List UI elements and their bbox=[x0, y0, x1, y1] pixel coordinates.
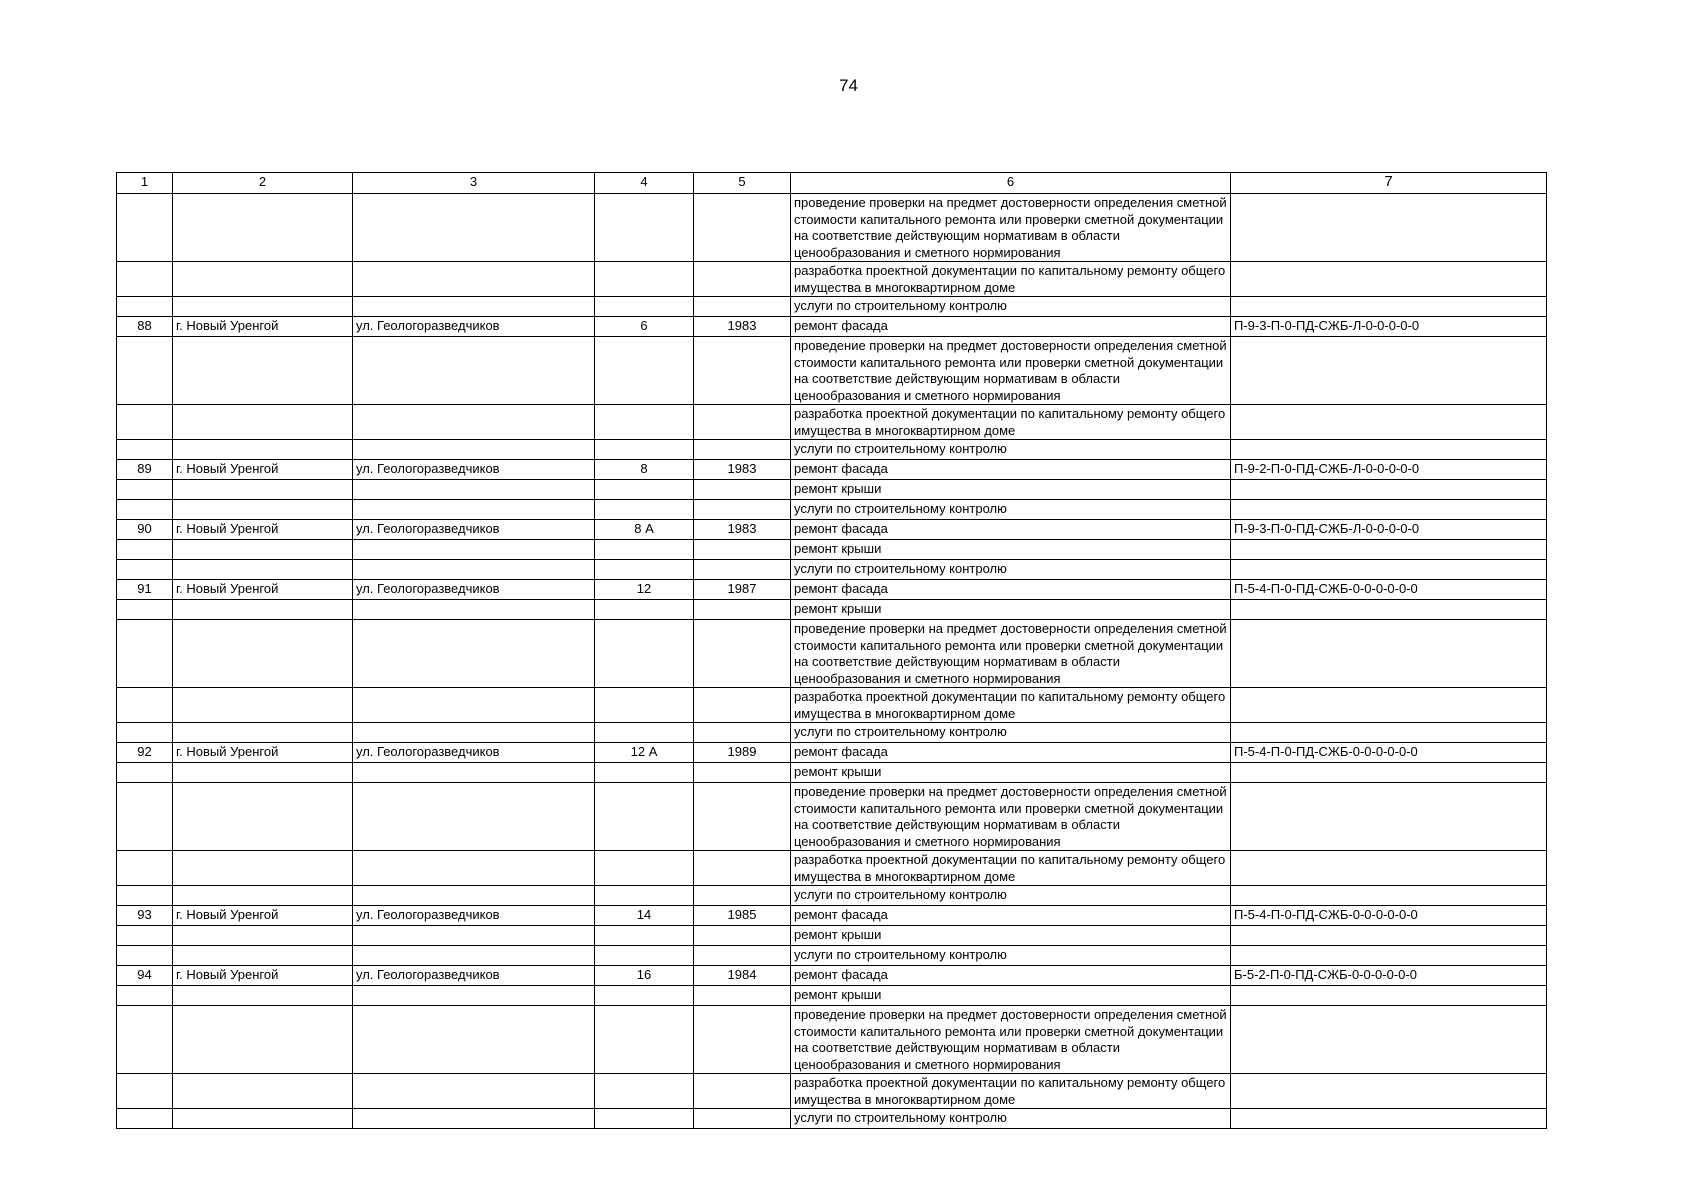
city-cell: г. Новый Уренгой bbox=[173, 460, 353, 480]
house-number-cell bbox=[595, 262, 694, 297]
work-type-cell: услуги по строительному контролю bbox=[791, 440, 1231, 460]
table-row bbox=[117, 500, 1547, 520]
street-cell bbox=[353, 480, 595, 500]
work-type-cell: услуги по строительному контролю bbox=[791, 723, 1231, 743]
capital-repair-table bbox=[116, 172, 1547, 1129]
house-number-cell: 8 bbox=[595, 460, 694, 480]
city-cell bbox=[173, 926, 353, 946]
street-cell: ул. Геологоразведчиков bbox=[353, 460, 595, 480]
code-cell bbox=[1231, 688, 1547, 723]
city-cell: г. Новый Уренгой bbox=[173, 906, 353, 926]
code-cell bbox=[1231, 405, 1547, 440]
work-type-cell: ремонт фасада bbox=[791, 906, 1231, 926]
column-header-5: 5 bbox=[694, 173, 791, 194]
city-cell bbox=[173, 480, 353, 500]
city-cell: г. Новый Уренгой bbox=[173, 966, 353, 986]
table-row bbox=[117, 1074, 1547, 1109]
code-cell bbox=[1231, 946, 1547, 966]
work-type-cell: услуги по строительному контролю bbox=[791, 946, 1231, 966]
year-cell: 1983 bbox=[694, 460, 791, 480]
code-cell: П-9-2-П-0-ПД-СЖБ-Л-0-0-0-0-0 bbox=[1231, 460, 1547, 480]
street-cell: ул. Геологоразведчиков bbox=[353, 743, 595, 763]
row-number-cell bbox=[117, 1006, 173, 1074]
row-number-cell bbox=[117, 1074, 173, 1109]
table-row bbox=[117, 317, 1547, 337]
city-cell bbox=[173, 194, 353, 262]
year-cell bbox=[694, 480, 791, 500]
city-cell bbox=[173, 560, 353, 580]
city-cell bbox=[173, 723, 353, 743]
street-cell bbox=[353, 194, 595, 262]
city-cell bbox=[173, 946, 353, 966]
row-number-cell bbox=[117, 540, 173, 560]
city-cell bbox=[173, 1006, 353, 1074]
house-number-cell bbox=[595, 480, 694, 500]
year-cell bbox=[694, 620, 791, 688]
work-type-cell: ремонт крыши bbox=[791, 600, 1231, 620]
code-cell bbox=[1231, 540, 1547, 560]
house-number-cell bbox=[595, 851, 694, 886]
city-cell bbox=[173, 600, 353, 620]
table-row bbox=[117, 194, 1547, 262]
year-cell bbox=[694, 297, 791, 317]
row-number-cell: 91 bbox=[117, 580, 173, 600]
code-cell bbox=[1231, 926, 1547, 946]
table-row bbox=[117, 783, 1547, 851]
row-number-cell bbox=[117, 297, 173, 317]
table-row bbox=[117, 337, 1547, 405]
street-cell bbox=[353, 783, 595, 851]
house-number-cell bbox=[595, 886, 694, 906]
house-number-cell bbox=[595, 926, 694, 946]
house-number-cell bbox=[595, 620, 694, 688]
city-cell bbox=[173, 297, 353, 317]
year-cell bbox=[694, 194, 791, 262]
city-cell bbox=[173, 986, 353, 1006]
year-cell: 1985 bbox=[694, 906, 791, 926]
work-type-cell: услуги по строительному контролю bbox=[791, 297, 1231, 317]
street-cell: ул. Геологоразведчиков bbox=[353, 966, 595, 986]
city-cell bbox=[173, 337, 353, 405]
row-number-cell bbox=[117, 620, 173, 688]
year-cell bbox=[694, 783, 791, 851]
table-row bbox=[117, 580, 1547, 600]
street-cell bbox=[353, 500, 595, 520]
street-cell bbox=[353, 405, 595, 440]
code-cell: П-5-4-П-0-ПД-СЖБ-0-0-0-0-0-0 bbox=[1231, 580, 1547, 600]
street-cell bbox=[353, 986, 595, 1006]
street-cell bbox=[353, 851, 595, 886]
table-body bbox=[117, 194, 1547, 1129]
row-number-cell bbox=[117, 851, 173, 886]
work-type-cell: разработка проектной документации по капитальному ремонту общего имущества в многоквартирном доме bbox=[791, 851, 1231, 886]
code-cell bbox=[1231, 851, 1547, 886]
city-cell bbox=[173, 440, 353, 460]
house-number-cell: 12 А bbox=[595, 743, 694, 763]
table-row bbox=[117, 886, 1547, 906]
city-cell bbox=[173, 500, 353, 520]
street-cell bbox=[353, 540, 595, 560]
row-number-cell bbox=[117, 688, 173, 723]
year-cell bbox=[694, 337, 791, 405]
code-cell bbox=[1231, 1109, 1547, 1129]
house-number-cell: 8 А bbox=[595, 520, 694, 540]
table-row bbox=[117, 440, 1547, 460]
code-cell: П-9-3-П-0-ПД-СЖБ-Л-0-0-0-0-0 bbox=[1231, 317, 1547, 337]
street-cell bbox=[353, 262, 595, 297]
work-type-cell: ремонт фасада bbox=[791, 317, 1231, 337]
city-cell: г. Новый Уренгой bbox=[173, 317, 353, 337]
street-cell bbox=[353, 723, 595, 743]
year-cell bbox=[694, 600, 791, 620]
work-type-cell: услуги по строительному контролю bbox=[791, 886, 1231, 906]
row-number-cell: 92 bbox=[117, 743, 173, 763]
code-cell bbox=[1231, 763, 1547, 783]
column-header-4: 4 bbox=[595, 173, 694, 194]
work-type-cell: услуги по строительному контролю bbox=[791, 1109, 1231, 1129]
work-type-cell: услуги по строительному контролю bbox=[791, 560, 1231, 580]
table-row bbox=[117, 743, 1547, 763]
work-type-cell: ремонт крыши bbox=[791, 926, 1231, 946]
work-type-cell: проведение проверки на предмет достоверности определения сметной стоимости капитального ремонта или проверки сметной документации на соответствие действующим нормативам в области ценообразования и сметного нормирования bbox=[791, 337, 1231, 405]
table-row bbox=[117, 723, 1547, 743]
row-number-cell bbox=[117, 560, 173, 580]
work-type-cell: ремонт фасада bbox=[791, 743, 1231, 763]
house-number-cell bbox=[595, 723, 694, 743]
work-type-cell: ремонт крыши bbox=[791, 480, 1231, 500]
city-cell bbox=[173, 1074, 353, 1109]
house-number-cell bbox=[595, 560, 694, 580]
table-row bbox=[117, 460, 1547, 480]
column-header-1: 1 bbox=[117, 173, 173, 194]
code-cell bbox=[1231, 194, 1547, 262]
code-cell: П-5-4-П-0-ПД-СЖБ-0-0-0-0-0-0 bbox=[1231, 743, 1547, 763]
code-cell: Б-5-2-П-0-ПД-СЖБ-0-0-0-0-0-0 bbox=[1231, 966, 1547, 986]
row-number-cell bbox=[117, 337, 173, 405]
work-type-cell: ремонт фасада bbox=[791, 460, 1231, 480]
row-number-cell bbox=[117, 723, 173, 743]
street-cell bbox=[353, 688, 595, 723]
table-row bbox=[117, 1006, 1547, 1074]
row-number-cell bbox=[117, 946, 173, 966]
street-cell bbox=[353, 886, 595, 906]
house-number-cell bbox=[595, 440, 694, 460]
code-cell: П-5-4-П-0-ПД-СЖБ-0-0-0-0-0-0 bbox=[1231, 906, 1547, 926]
city-cell bbox=[173, 1109, 353, 1129]
street-cell bbox=[353, 926, 595, 946]
house-number-cell bbox=[595, 1074, 694, 1109]
year-cell: 1984 bbox=[694, 966, 791, 986]
code-cell bbox=[1231, 262, 1547, 297]
column-header-2: 2 bbox=[173, 173, 353, 194]
work-type-cell: разработка проектной документации по капитальному ремонту общего имущества в многоквартирном доме bbox=[791, 405, 1231, 440]
code-cell bbox=[1231, 440, 1547, 460]
table-row bbox=[117, 688, 1547, 723]
street-cell bbox=[353, 763, 595, 783]
row-number-cell: 90 bbox=[117, 520, 173, 540]
year-cell bbox=[694, 440, 791, 460]
row-number-cell bbox=[117, 886, 173, 906]
year-cell: 1989 bbox=[694, 743, 791, 763]
work-type-cell: ремонт фасада bbox=[791, 580, 1231, 600]
house-number-cell bbox=[595, 194, 694, 262]
work-type-cell: проведение проверки на предмет достоверности определения сметной стоимости капитального ремонта или проверки сметной документации на соответствие действующим нормативам в области ценообразования и сметного нормирования bbox=[791, 1006, 1231, 1074]
row-number-cell: 93 bbox=[117, 906, 173, 926]
city-cell: г. Новый Уренгой bbox=[173, 520, 353, 540]
city-cell bbox=[173, 851, 353, 886]
row-number-cell bbox=[117, 194, 173, 262]
city-cell bbox=[173, 262, 353, 297]
street-cell bbox=[353, 337, 595, 405]
year-cell bbox=[694, 405, 791, 440]
year-cell bbox=[694, 500, 791, 520]
street-cell bbox=[353, 1074, 595, 1109]
year-cell bbox=[694, 560, 791, 580]
city-cell: г. Новый Уренгой bbox=[173, 743, 353, 763]
street-cell bbox=[353, 946, 595, 966]
code-cell bbox=[1231, 297, 1547, 317]
year-cell bbox=[694, 946, 791, 966]
table-row bbox=[117, 262, 1547, 297]
house-number-cell bbox=[595, 600, 694, 620]
work-type-cell: разработка проектной документации по капитальному ремонту общего имущества в многоквартирном доме bbox=[791, 262, 1231, 297]
table-row bbox=[117, 540, 1547, 560]
row-number-cell: 89 bbox=[117, 460, 173, 480]
table-row bbox=[117, 946, 1547, 966]
work-type-cell: проведение проверки на предмет достоверности определения сметной стоимости капитального ремонта или проверки сметной документации на соответствие действующим нормативам в области ценообразования и сметного нормирования bbox=[791, 783, 1231, 851]
row-number-cell bbox=[117, 600, 173, 620]
city-cell bbox=[173, 783, 353, 851]
table-row bbox=[117, 966, 1547, 986]
table-row bbox=[117, 763, 1547, 783]
work-type-cell: услуги по строительному контролю bbox=[791, 500, 1231, 520]
table-row bbox=[117, 405, 1547, 440]
street-cell: ул. Геологоразведчиков bbox=[353, 317, 595, 337]
city-cell bbox=[173, 540, 353, 560]
work-type-cell: ремонт фасада bbox=[791, 966, 1231, 986]
code-cell bbox=[1231, 783, 1547, 851]
house-number-cell bbox=[595, 1006, 694, 1074]
table-row bbox=[117, 926, 1547, 946]
code-cell bbox=[1231, 723, 1547, 743]
house-number-cell bbox=[595, 500, 694, 520]
street-cell bbox=[353, 1109, 595, 1129]
table-row bbox=[117, 480, 1547, 500]
year-cell bbox=[694, 262, 791, 297]
row-number-cell bbox=[117, 440, 173, 460]
row-number-cell bbox=[117, 1109, 173, 1129]
table-row bbox=[117, 297, 1547, 317]
house-number-cell bbox=[595, 1109, 694, 1129]
row-number-cell bbox=[117, 480, 173, 500]
row-number-cell: 94 bbox=[117, 966, 173, 986]
code-cell bbox=[1231, 480, 1547, 500]
house-number-cell: 12 bbox=[595, 580, 694, 600]
house-number-cell bbox=[595, 297, 694, 317]
house-number-cell bbox=[595, 540, 694, 560]
city-cell bbox=[173, 886, 353, 906]
row-number-cell bbox=[117, 262, 173, 297]
table-row bbox=[117, 851, 1547, 886]
house-number-cell: 16 bbox=[595, 966, 694, 986]
street-cell bbox=[353, 297, 595, 317]
table-row bbox=[117, 520, 1547, 540]
work-type-cell: проведение проверки на предмет достоверности определения сметной стоимости капитального ремонта или проверки сметной документации на соответствие действующим нормативам в области ценообразования и сметного нормирования bbox=[791, 194, 1231, 262]
year-cell: 1987 bbox=[694, 580, 791, 600]
row-number-cell bbox=[117, 783, 173, 851]
table-header-row bbox=[117, 173, 1547, 194]
house-number-cell bbox=[595, 763, 694, 783]
year-cell bbox=[694, 986, 791, 1006]
row-number-cell bbox=[117, 763, 173, 783]
work-type-cell: разработка проектной документации по капитальному ремонту общего имущества в многоквартирном доме bbox=[791, 688, 1231, 723]
street-cell bbox=[353, 1006, 595, 1074]
column-header-7: 7 bbox=[1231, 173, 1547, 194]
work-type-cell: ремонт крыши bbox=[791, 540, 1231, 560]
column-header-6: 6 bbox=[791, 173, 1231, 194]
street-cell: ул. Геологоразведчиков bbox=[353, 580, 595, 600]
city-cell bbox=[173, 620, 353, 688]
house-number-cell bbox=[595, 783, 694, 851]
year-cell bbox=[694, 1109, 791, 1129]
city-cell bbox=[173, 688, 353, 723]
street-cell bbox=[353, 560, 595, 580]
table-row bbox=[117, 600, 1547, 620]
table-row bbox=[117, 906, 1547, 926]
table-row bbox=[117, 620, 1547, 688]
code-cell: П-9-3-П-0-ПД-СЖБ-Л-0-0-0-0-0 bbox=[1231, 520, 1547, 540]
code-cell bbox=[1231, 986, 1547, 1006]
city-cell bbox=[173, 763, 353, 783]
table-row bbox=[117, 1109, 1547, 1129]
work-type-cell: ремонт крыши bbox=[791, 763, 1231, 783]
row-number-cell bbox=[117, 926, 173, 946]
city-cell bbox=[173, 405, 353, 440]
row-number-cell bbox=[117, 405, 173, 440]
page-number: 74 bbox=[839, 76, 858, 95]
row-number-cell: 88 bbox=[117, 317, 173, 337]
year-cell bbox=[694, 1006, 791, 1074]
code-cell bbox=[1231, 1006, 1547, 1074]
house-number-cell bbox=[595, 337, 694, 405]
work-type-cell: проведение проверки на предмет достоверности определения сметной стоимости капитального ремонта или проверки сметной документации на соответствие действующим нормативам в области ценообразования и сметного нормирования bbox=[791, 620, 1231, 688]
year-cell bbox=[694, 886, 791, 906]
work-type-cell: ремонт крыши bbox=[791, 986, 1231, 1006]
house-number-cell bbox=[595, 986, 694, 1006]
column-header-3: 3 bbox=[353, 173, 595, 194]
house-number-cell: 6 bbox=[595, 317, 694, 337]
work-type-cell: разработка проектной документации по капитальному ремонту общего имущества в многоквартирном доме bbox=[791, 1074, 1231, 1109]
year-cell bbox=[694, 688, 791, 723]
code-cell bbox=[1231, 1074, 1547, 1109]
work-type-cell: ремонт фасада bbox=[791, 520, 1231, 540]
code-cell bbox=[1231, 600, 1547, 620]
year-cell bbox=[694, 1074, 791, 1109]
code-cell bbox=[1231, 560, 1547, 580]
year-cell bbox=[694, 763, 791, 783]
table-row bbox=[117, 986, 1547, 1006]
street-cell: ул. Геологоразведчиков bbox=[353, 906, 595, 926]
house-number-cell bbox=[595, 405, 694, 440]
year-cell bbox=[694, 723, 791, 743]
code-cell bbox=[1231, 500, 1547, 520]
row-number-cell bbox=[117, 986, 173, 1006]
street-cell bbox=[353, 440, 595, 460]
year-cell: 1983 bbox=[694, 317, 791, 337]
code-cell bbox=[1231, 620, 1547, 688]
year-cell bbox=[694, 540, 791, 560]
house-number-cell: 14 bbox=[595, 906, 694, 926]
city-cell: г. Новый Уренгой bbox=[173, 580, 353, 600]
street-cell: ул. Геологоразведчиков bbox=[353, 520, 595, 540]
house-number-cell bbox=[595, 946, 694, 966]
row-number-cell bbox=[117, 500, 173, 520]
street-cell bbox=[353, 600, 595, 620]
year-cell bbox=[694, 851, 791, 886]
code-cell bbox=[1231, 337, 1547, 405]
year-cell: 1983 bbox=[694, 520, 791, 540]
code-cell bbox=[1231, 886, 1547, 906]
street-cell bbox=[353, 620, 595, 688]
year-cell bbox=[694, 926, 791, 946]
table-row bbox=[117, 560, 1547, 580]
house-number-cell bbox=[595, 688, 694, 723]
